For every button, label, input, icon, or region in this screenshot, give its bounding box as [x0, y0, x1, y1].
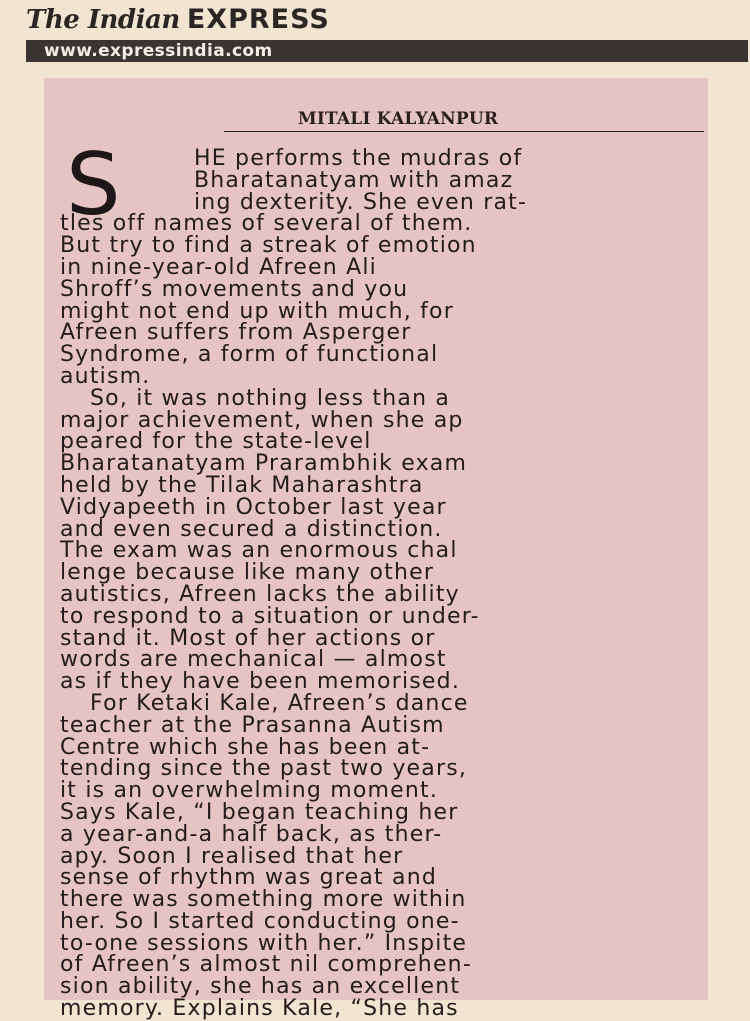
- article-line: peared for the state-level: [60, 429, 372, 455]
- article-line: But try to find a streak of emotion: [60, 233, 477, 259]
- article-line: For Ketaki Kale, Afreen’s dance: [90, 690, 469, 716]
- drop-cap: S: [66, 135, 122, 235]
- article-line: autistics, Afreen lacks the ability: [60, 581, 460, 607]
- article-line: Says Kale, “I began teaching her: [60, 799, 459, 825]
- article-line: held by the Tilak Maharashtra: [60, 472, 424, 498]
- article-line: Bharatanatyam Prarambhik exam: [60, 451, 468, 477]
- byline: MITALI KALYANPUR: [297, 109, 499, 129]
- website-bar: [26, 40, 748, 62]
- article-line: a year-and-a half back, as ther-: [60, 821, 443, 847]
- article-line: sense of rhythm was great and: [60, 865, 438, 891]
- article-line: ing dexterity. She even rat-: [194, 189, 528, 215]
- website-url: www.expressindia.com: [44, 41, 273, 61]
- article-line: in nine-year-old Afreen Ali: [60, 254, 377, 280]
- article-line: Shroff’s movements and you: [60, 276, 409, 302]
- article-line: HE performs the mudras of: [194, 146, 523, 171]
- article-line: and even secured a distinction.: [60, 516, 443, 542]
- masthead-title-bold: EXPRESS: [186, 4, 330, 35]
- article-line: Syndrome, a form of functional: [60, 342, 439, 368]
- article-line: autism.: [60, 363, 151, 389]
- article-line: it is an overwhelming moment.: [60, 778, 439, 804]
- masthead-title-italic: The Indian: [26, 5, 180, 35]
- article-line: words are mechanical — almost: [60, 647, 447, 673]
- article-line: Bharatanatyam with amaz: [194, 167, 514, 193]
- masthead: [26, 4, 330, 35]
- article-line: tending since the past two years,: [60, 756, 468, 782]
- article-line: So, it was nothing less than a: [90, 385, 451, 411]
- article-line: Vidyapeeth in October last year: [60, 494, 447, 520]
- article-line: apy. Soon I realised that her: [60, 843, 404, 869]
- article-line: teacher at the Prasanna Autism: [60, 712, 445, 738]
- article-line: to respond to a situation or under-: [60, 603, 480, 629]
- article-line: The exam was an enormous chal: [60, 538, 458, 564]
- article-line: major achievement, when she ap: [60, 407, 464, 433]
- article-line: stand it. Most of her actions or: [60, 625, 436, 651]
- byline-rule: [224, 131, 704, 132]
- article-clipping: [44, 78, 708, 1021]
- article-line: as if they have been memorised.: [60, 669, 461, 695]
- article-body: [60, 135, 720, 1021]
- article-line: there was something more within: [60, 887, 467, 913]
- article-line: Afreen suffers from Asperger: [60, 320, 412, 346]
- article-line: tles off names of several of them.: [60, 211, 473, 237]
- article-line: memory. Explains Kale, “She has: [60, 996, 459, 1021]
- article-line: to-one sessions with her.” Inspite: [60, 930, 468, 956]
- article-line: lenge because like many other: [60, 560, 435, 586]
- article-line: her. So I started conducting one-: [60, 908, 460, 934]
- article-line: of Afreen’s almost nil comprehen-: [60, 952, 472, 978]
- article-line: sion ability, she has an excellent: [60, 974, 461, 1000]
- article-line: might not end up with much, for: [60, 298, 454, 324]
- article-line: Centre which she has been at-: [60, 734, 431, 760]
